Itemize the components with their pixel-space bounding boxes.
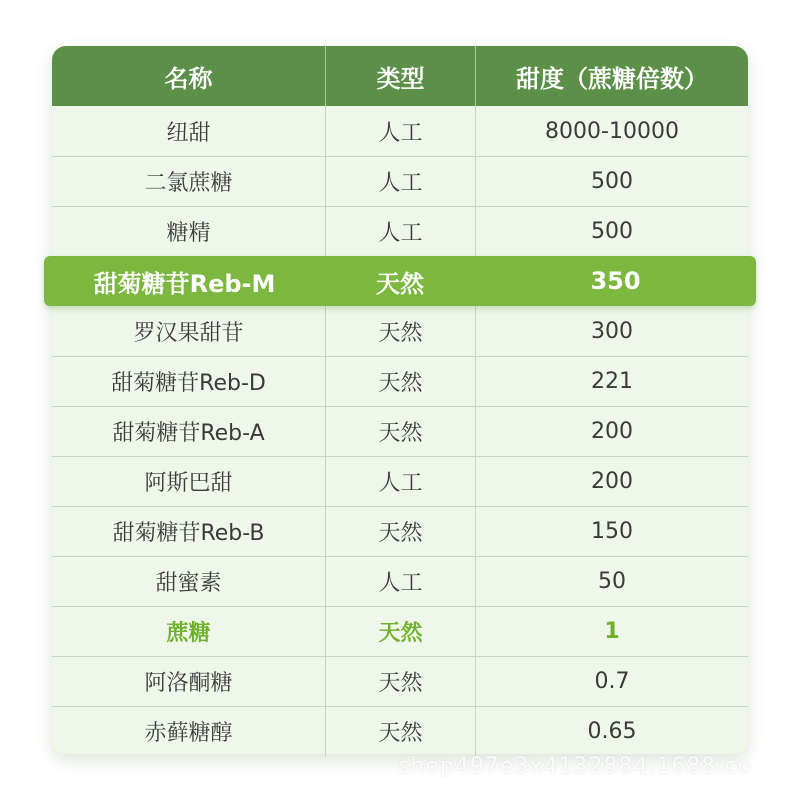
cell-sweetness: 50	[475, 557, 748, 606]
cell-name: 纽甜	[166, 120, 211, 146]
cell-type: 人工	[325, 457, 475, 506]
cell-name: 二氯蔗糖	[144, 171, 233, 196]
table-row	[52, 706, 748, 756]
cell-sweetness: 200	[475, 457, 748, 506]
cell-type: 天然	[325, 306, 475, 356]
cell-name: 阿斯巴甜	[144, 471, 233, 496]
cell-type: 天然	[325, 707, 475, 756]
cell-name: 蔗糖	[166, 621, 211, 646]
cell-name: 甜蜜素	[155, 571, 222, 596]
cell-sweetness: 150	[475, 507, 748, 556]
cell-name: 赤藓糖醇	[144, 721, 233, 746]
cell-sweetness: 8000-10000	[475, 106, 748, 156]
cell-type: 天然	[376, 269, 424, 298]
cell-type: 人工	[325, 207, 475, 256]
cell-sweetness: 300	[475, 306, 748, 356]
table-body	[52, 106, 748, 756]
cell-type: 天然	[325, 407, 475, 456]
table-row	[52, 306, 748, 356]
cell-sweetness: 200	[475, 407, 748, 456]
table-row	[52, 106, 748, 156]
cell-name: 甜菊糖苷Reb-A	[112, 421, 265, 446]
cell-name: 甜菊糖苷Reb-M	[93, 269, 276, 298]
cell-name: 甜菊糖苷Reb-D	[111, 371, 266, 396]
table-row	[52, 606, 748, 656]
cell-type: 人工	[325, 557, 475, 606]
watermark: shop497e3x4132884.1688.co	[398, 754, 752, 779]
table-row	[52, 356, 748, 406]
header-type: 类型	[325, 46, 475, 106]
cell-sweetness: 350	[590, 267, 641, 295]
cell-type: 天然	[325, 507, 475, 556]
cell-sweetness: 221	[475, 357, 748, 406]
cell-type: 天然	[325, 607, 475, 656]
cell-sweetness: 500	[475, 157, 748, 206]
cell-type: 人工	[325, 106, 475, 156]
cell-name: 罗汉果甜苷	[133, 320, 244, 346]
cell-name: 阿洛酮糖	[144, 671, 233, 696]
table-header	[52, 46, 748, 106]
table-row	[52, 456, 748, 506]
cell-sweetness: 0.7	[475, 657, 748, 706]
header-name: 名称	[164, 64, 213, 93]
cell-name: 糖精	[166, 221, 211, 246]
header-sweetness: 甜度（蔗糖倍数）	[475, 46, 748, 106]
table-row	[52, 406, 748, 456]
table-row	[52, 506, 748, 556]
table-row	[52, 656, 748, 706]
cell-sweetness: 1	[475, 607, 748, 656]
cell-type: 天然	[325, 357, 475, 406]
table-row	[52, 206, 748, 256]
table-row	[44, 256, 756, 306]
cell-sweetness: 0.65	[475, 707, 748, 756]
table-row	[52, 156, 748, 206]
cell-sweetness: 500	[475, 207, 748, 256]
table-row	[52, 556, 748, 606]
cell-type: 人工	[325, 157, 475, 206]
cell-type: 天然	[325, 657, 475, 706]
cell-name: 甜菊糖苷Reb-B	[112, 521, 265, 546]
